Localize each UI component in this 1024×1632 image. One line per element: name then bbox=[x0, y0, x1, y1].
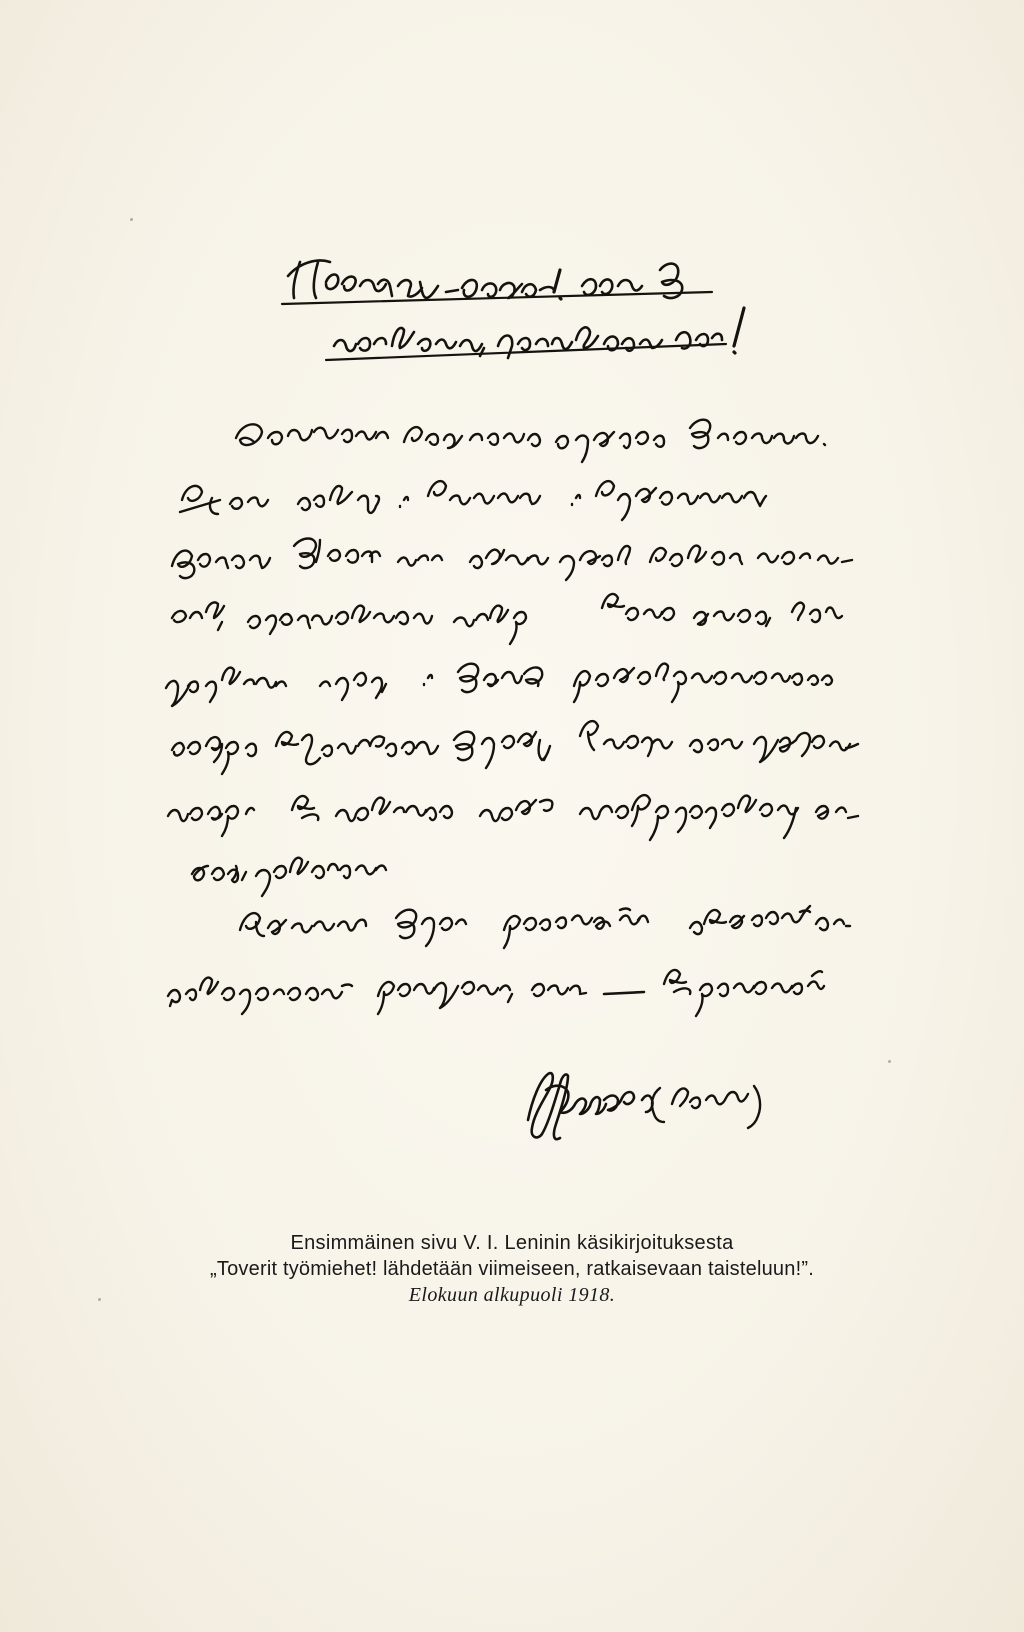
caption-line-1: Ensimmäinen sivu V. I. Leninin käsikirjoituksesta bbox=[290, 1232, 734, 1254]
paper-speck bbox=[888, 1060, 891, 1063]
paper-speck bbox=[98, 1298, 101, 1301]
manuscript-heading-line1 bbox=[282, 261, 712, 304]
caption-line-2: „Toverit työmiehet! lähdetään viimeiseen, ratkaisevaan taisteluun!”. bbox=[210, 1258, 814, 1280]
paper-speck bbox=[130, 218, 133, 221]
caption-line-3: Elokuun alkupuoli 1918. bbox=[408, 1284, 616, 1306]
manuscript-heading-line2 bbox=[326, 308, 744, 360]
manuscript-body-lines bbox=[166, 420, 858, 1140]
